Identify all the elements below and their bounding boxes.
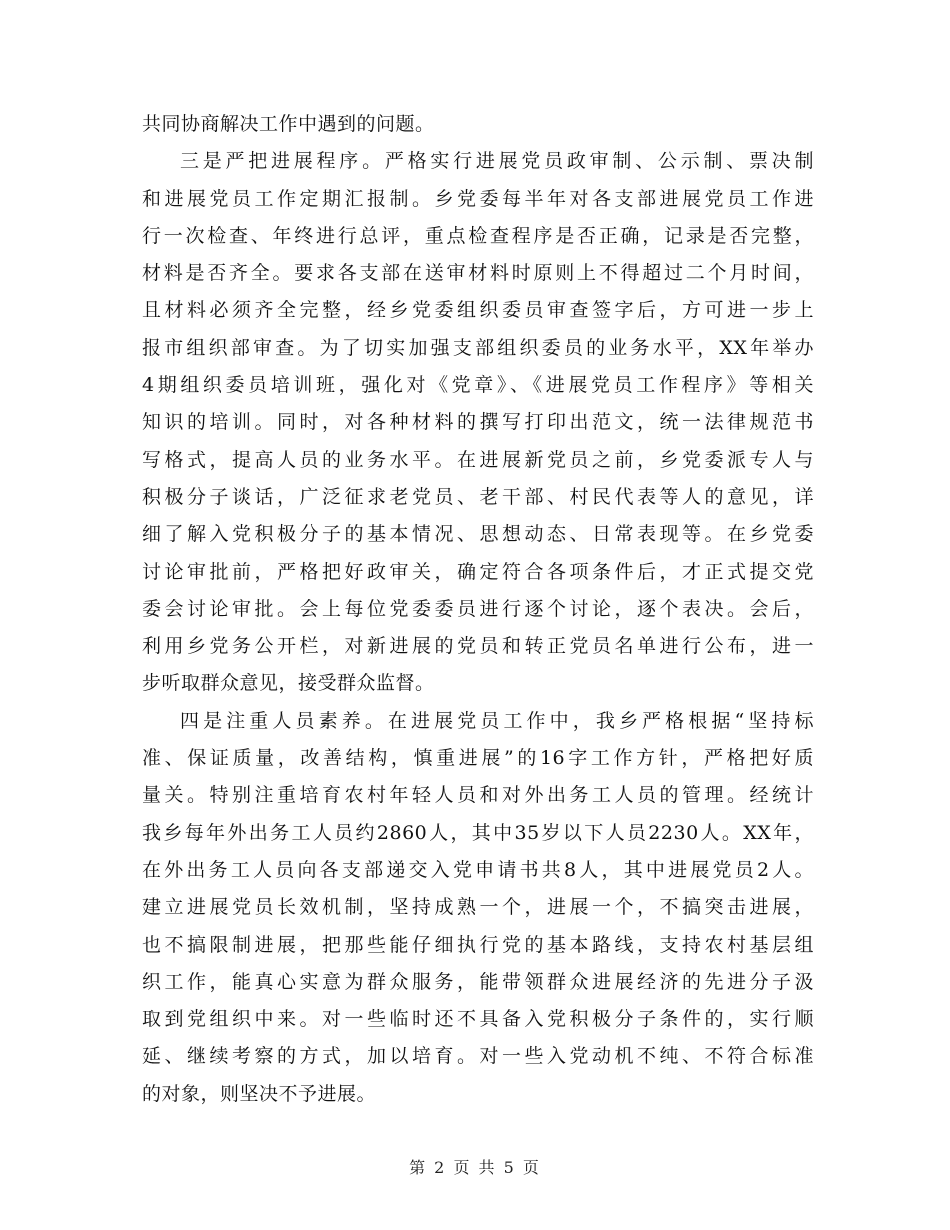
text-line: 织工作，能真心实意为群众服务，能带领群众进展经济的先进分子汲	[142, 970, 814, 993]
text-line: 和进展党员工作定期汇报制。乡党委每半年对各支部进展党员工作进	[142, 187, 814, 210]
text-line: 4期组织委员培训班，强化对《党章》、《进展党员工作程序》等相关	[142, 374, 814, 397]
text-line: 的对象，则坚决不予进展。	[142, 1082, 377, 1105]
text-line: 延、继续考察的方式，加以培育。对一些入党动机不纯、不符合标准	[142, 1045, 814, 1068]
text-line: 建立进展党员长效机制，坚持成熟一个，进展一个，不搞突击进展，	[142, 896, 814, 919]
body-text	[142, 106, 814, 1113]
text-line: 行一次检查、年终进行总评，重点检查程序是否正确，记录是否完整，	[142, 224, 814, 247]
text-line: 委会讨论审批。会上每位党委委员进行逐个讨论，逐个表决。会后，	[142, 597, 814, 620]
text-line: 也不搞限制进展，把那些能仔细执行党的基本路线，支持农村基层组	[142, 933, 814, 956]
text-line: 材料是否齐全。要求各支部在送审材料时原则上不得超过二个月时间，	[142, 262, 814, 285]
text-line: 量关。特别注重培育农村年轻人员和对外出务工人员的管理。经统计	[142, 784, 814, 807]
text-line: 且材料必须齐全完整，经乡党委组织委员审查签字后，方可进一步上	[142, 299, 814, 322]
page-footer: 第 2 页 共 5 页	[409, 1158, 541, 1177]
text-line: 写格式，提高人员的业务水平。在进展新党员之前，乡党委派专人与	[142, 448, 814, 471]
text-line: 我乡每年外出务工人员约2860人，其中35岁以下人员2230人。XX年，	[142, 821, 814, 844]
text-line: 在外出务工人员向各支部递交入党申请书共8人，其中进展党员2人。	[142, 858, 814, 881]
text-line: 讨论审批前，严格把好政审关，确定符合各项条件后，才正式提交党	[142, 560, 814, 583]
text-line: 四是注重人员素养。在进展党员工作中，我乡严格根据“坚持标	[180, 709, 814, 732]
text-line: 三是严把进展程序。严格实行进展党员政审制、公示制、票决制	[180, 150, 814, 173]
text-line: 细了解入党积极分子的基本情况、思想动态、日常表现等。在乡党委	[142, 523, 814, 546]
text-line: 共同协商解决工作中遇到的问题。	[142, 113, 435, 135]
text-line: 准、保证质量，改善结构，慎重进展”的16字工作方针，严格把好质	[142, 747, 814, 770]
text-line: 利用乡党务公开栏，对新进展的党员和转正党员名单进行公布，进一	[142, 635, 814, 658]
text-line: 取到党组织中来。对一些临时还不具备入党积极分子条件的，实行顺	[142, 1008, 814, 1031]
text-line: 报市组织部审查。为了切实加强支部组织委员的业务水平，XX年举办	[142, 336, 814, 359]
text-line: 知识的培训。同时，对各种材料的撰写打印出范文，统一法律规范书	[142, 411, 814, 434]
text-line: 积极分子谈话，广泛征求老党员、老干部、村民代表等人的意见，详	[142, 485, 814, 508]
text-line: 步听取群众意见，接受群众监督。	[142, 672, 435, 695]
